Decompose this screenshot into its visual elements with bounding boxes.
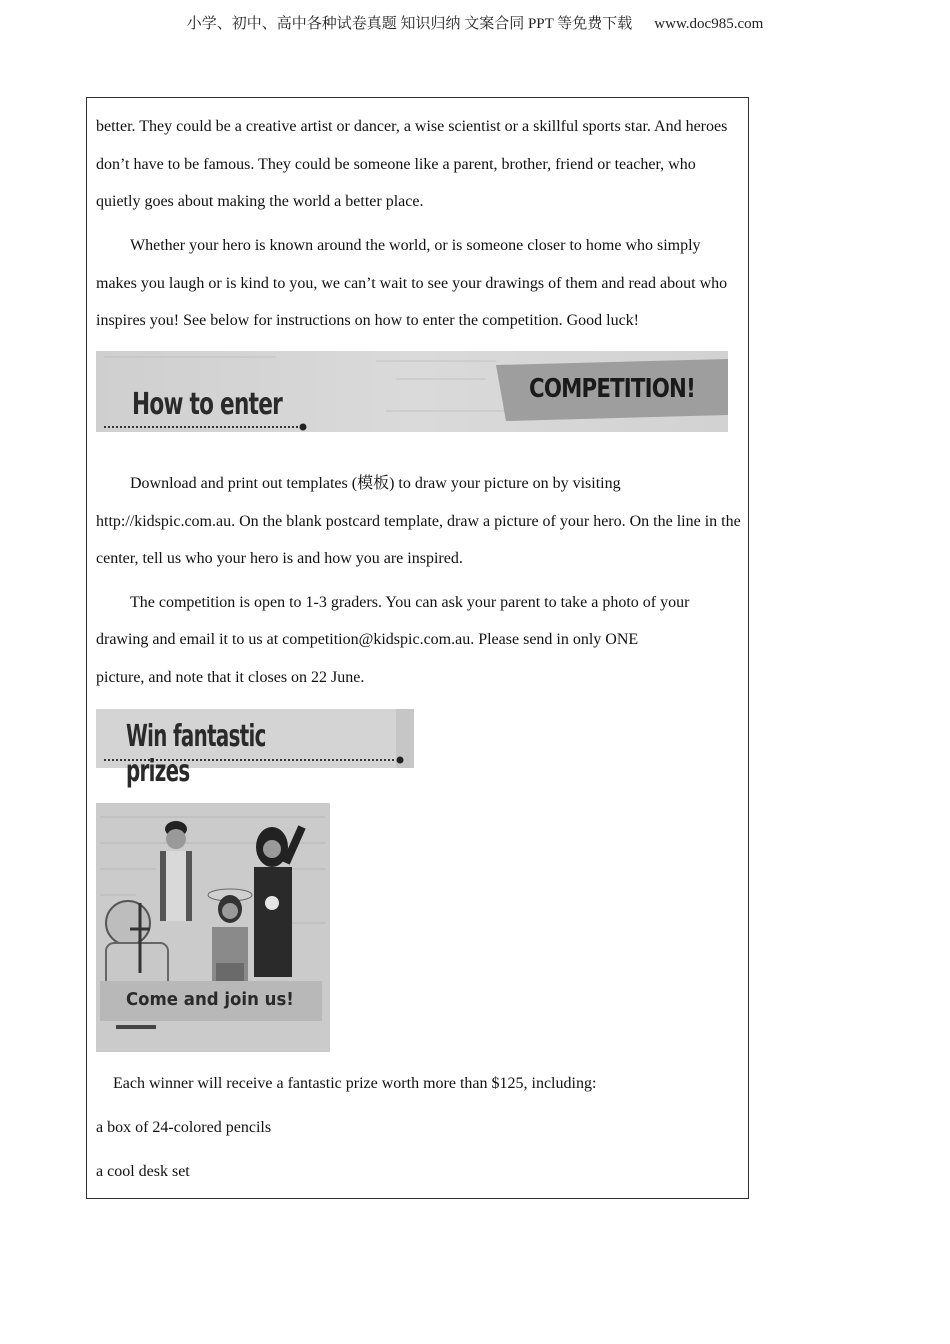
paragraph-open-line2: drawing and email it to us at competition@kidspic.com.au. Please send in only ONE [96, 631, 639, 648]
win-prizes-text: Win fantastic prizes [126, 719, 266, 789]
come-and-join-poster [96, 803, 330, 1052]
competition-text: COMPETITION! [529, 374, 695, 404]
prize-item-desk-set: a cool desk set [96, 1163, 190, 1180]
paragraph-prize: Each winner will receive a fantastic prize worth more than $125, including: [113, 1075, 597, 1092]
how-to-enter-text: How to enter [132, 387, 283, 422]
header-site[interactable]: www.doc985.com [654, 16, 764, 32]
paragraph-open-line3: picture, and note that it closes on 22 June. [96, 669, 365, 686]
paragraph-heroes: better. They could be a creative artist or dancer, a wise scientist or a skillful sports star. And heroes don’t have to be famous. They could be someone like a parent, brother, friend or teacher, who quietly goes about making the world a better place. [96, 118, 728, 210]
paragraph-download: Download and print out templates (模板) to draw your picture on by visiting http://kidspic.com.au. On the blank postcard template, draw a picture of your hero. On the line in the center, tell us who your hero is and how you are inspired. [96, 475, 741, 567]
paragraph-inspires: Whether your hero is known around the world, or is someone closer to home who simply makes you laugh or is kind to you, we can’t wait to see your drawings of them and read about who inspires you! See below for instructions on how to enter the competition. Good luck! [96, 237, 728, 329]
prize-item-pencils: a box of 24-colored pencils [96, 1119, 272, 1136]
page-header [0, 12, 950, 33]
poster-illustration [96, 803, 330, 1052]
paragraph-open-line1: The competition is open to 1-3 graders. You can ask your parent to take a photo of your [130, 594, 690, 611]
poster-caption: Come and join us! [126, 989, 294, 1010]
how-to-enter-banner [96, 351, 728, 432]
win-prizes-banner [96, 709, 414, 789]
header-text: 小学、初中、高中各种试卷真题 知识归纳 文案合同 PPT 等免费下载 [186, 16, 633, 32]
